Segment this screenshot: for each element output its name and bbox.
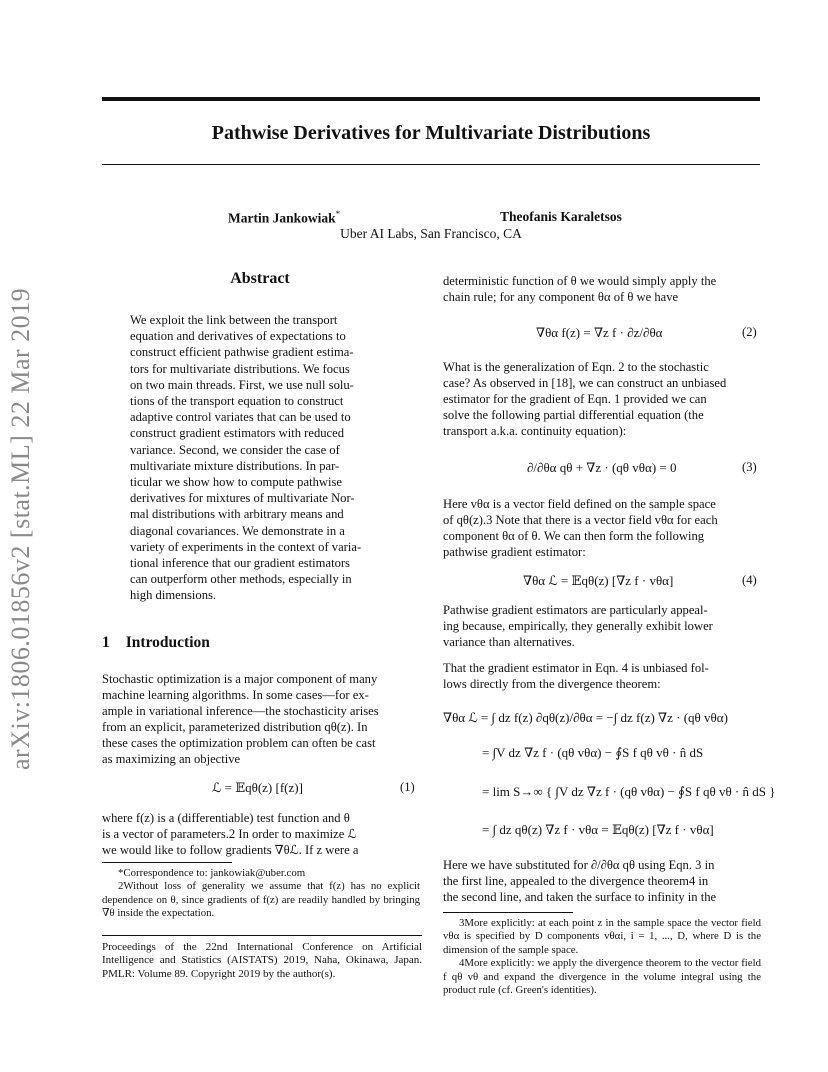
right-line: That the gradient estimator in Eqn. 4 is unbiased fol- xyxy=(443,661,709,675)
abstract-line: We exploit the link between the transport xyxy=(130,313,338,327)
abstract-line: can outperform other methods, especially in xyxy=(130,572,352,587)
footnotes-right xyxy=(443,917,761,997)
right-paragraph-4 xyxy=(443,602,761,650)
intro-line: Stochastic optimization is a major component of many xyxy=(102,672,378,686)
equation-5-line-2: = ∫V dz ∇z f · (qθ vθα) − ∮S f qθ vθ · n̂ dS xyxy=(482,745,704,760)
right-paragraph-1 xyxy=(443,273,761,305)
equation-5-line-3: = lim S→∞ { ∫V dz ∇z f · (qθ vθα) − ∮S f qθ vθ · n̂ dS } xyxy=(482,784,776,799)
right-line: component θα of θ. We can then form the following xyxy=(443,529,705,543)
right-line: lows directly from the divergence theorem: xyxy=(443,677,661,691)
abstract-line: construct gradient estimators with reduced xyxy=(130,426,345,441)
footnote-3: 3More explicitly: at each point z in the sample space the vector field vθα is specified by D components vθαi, i = 1, ..., D, where D is the dimension of the sample space. xyxy=(443,917,761,956)
equation-1-number: (1) xyxy=(400,780,415,794)
abstract-line: diagonal covariances. We demonstrate in a xyxy=(130,523,345,538)
abstract-line: tions of the transport equation to construct xyxy=(130,394,344,409)
arxiv-stamp: arXiv:1806.01856v2 [stat.ML] 22 Mar 2019 xyxy=(6,287,35,770)
abstract-line: variety of experiments in the context of varia- xyxy=(130,539,362,554)
equation-5-line-1: ∇θα ℒ = ∫ dz f(z) ∂qθ(z)/∂θα = −∫ dz f(z) ∇z · (qθ vθα) xyxy=(443,710,728,725)
title-top-rule xyxy=(102,97,760,101)
footnote-4: 4More explicitly: we apply the divergence theorem to the vector field f qθ vθ and expand the divergence in the volume integral using the product rule (cf. Green's identities). xyxy=(443,957,761,997)
section-number: 1 xyxy=(102,634,110,651)
right-paragraph-3 xyxy=(443,496,761,560)
abstract-line: on two main threads. First, we use null solu- xyxy=(130,377,354,392)
abstract-line: derivatives for mixtures of multivariate Nor- xyxy=(130,491,355,506)
right-paragraph-2 xyxy=(443,359,761,439)
abstract-line: tional inference that our gradient estimators xyxy=(130,556,350,571)
intro-paragraph-2 xyxy=(102,810,420,858)
abstract-line: mal distributions with arbitrary means and xyxy=(130,507,344,522)
author-1: Martin Jankowiak* xyxy=(228,209,341,226)
abstract-heading: Abstract xyxy=(230,270,290,287)
title-bottom-rule xyxy=(102,164,760,165)
abstract-line: construct efficient pathwise gradient estima- xyxy=(130,345,354,360)
right-paragraph-6 xyxy=(443,857,761,905)
abstract-line: equation and derivatives of expectations to xyxy=(130,329,346,344)
author-2: Theofanis Karaletsos xyxy=(500,209,622,224)
footnotes-left xyxy=(102,867,420,921)
intro-line: from an explicit, parameterized distribution qθ(z). In xyxy=(102,720,368,734)
intro-line: we would like to follow gradients ∇θℒ. If z were a xyxy=(102,843,359,857)
intro-paragraph xyxy=(102,671,420,767)
intro-line: as maximizing an objective xyxy=(102,752,241,766)
intro-line: these cases the optimization problem can often be cast xyxy=(102,736,376,750)
proceedings-note: Proceedings of the 22nd International Conference on Artificial Intelligence and Statistics (AISTATS) 2019, Naha, Okinawa, Japan. PMLR: Volume 89. Copyright 2019 by the author(s). xyxy=(102,941,422,980)
right-line: What is the generalization of Eqn. 2 to the stochastic xyxy=(443,360,709,374)
right-paragraph-5 xyxy=(443,660,761,692)
equation-3: ∂/∂θα qθ + ∇z · (qθ vθα) = 0 xyxy=(527,460,677,475)
equation-4: ∇θα ℒ = 𝔼qθ(z) [∇z f · vθα] xyxy=(523,573,674,588)
equation-1: ℒ = 𝔼qθ(z) [f(z)] xyxy=(212,780,303,795)
right-line: transport a.k.a. continuity equation): xyxy=(443,424,627,438)
abstract-line: ticular we show how to compute pathwise xyxy=(130,475,342,490)
footnote-rule xyxy=(102,862,232,863)
section-heading xyxy=(102,634,210,652)
equation-5-line-4: = ∫ dz qθ(z) ∇z f · vθα = 𝔼qθ(z) [∇z f · vθα] xyxy=(482,822,714,837)
affiliation: Uber AI Labs, San Francisco, CA xyxy=(340,226,522,241)
abstract-line: variance. Second, we consider the case of xyxy=(130,442,340,457)
equation-3-number: (3) xyxy=(742,460,757,474)
right-line: deterministic function of θ we would simply apply the xyxy=(443,274,717,288)
proceedings-rule xyxy=(102,935,422,936)
right-line: of qθ(z).3 Note that there is a vector field vθα for each xyxy=(443,513,718,527)
intro-line: where f(z) is a (differentiable) test function and θ xyxy=(102,811,350,825)
abstract-line: high dimensions. xyxy=(130,588,217,603)
abstract-line: adaptive control variates that can be used to xyxy=(130,410,351,425)
right-line: Pathwise gradient estimators are particularly appeal- xyxy=(443,603,708,617)
right-line: ing because, empirically, they generally exhibit lower xyxy=(443,619,713,633)
footnote-correspondence: *Correspondence to: jankowiak@uber.com xyxy=(118,867,306,879)
equation-2-number: (2) xyxy=(742,325,757,339)
intro-line: machine learning algorithms. In some cases—for ex- xyxy=(102,688,369,702)
intro-line: is a vector of parameters.2 In order to maximize ℒ xyxy=(102,827,357,841)
right-line: chain rule; for any component θα of θ we have xyxy=(443,290,679,304)
right-line: Here we have substituted for ∂/∂θα qθ using Eqn. 3 in xyxy=(443,858,715,872)
right-line: the second line, and taken the surface to infinity in the xyxy=(443,890,717,904)
right-line: variance than alternatives. xyxy=(443,635,575,649)
intro-line: ample in variational inference—the stochasticity arises xyxy=(102,704,379,718)
right-line: the first line, appealed to the divergence theorem4 in xyxy=(443,874,709,888)
footnote-rule-right xyxy=(443,912,573,913)
paper-title: Pathwise Derivatives for Multivariate Distributions xyxy=(211,122,651,144)
right-line: pathwise gradient estimator: xyxy=(443,545,586,559)
section-title: Introduction xyxy=(125,634,210,651)
right-line: case? As observed in [18], we can construct an unbiased xyxy=(443,376,727,390)
right-line: estimator for the gradient of Eqn. 1 provided we can xyxy=(443,392,707,406)
right-line: solve the following partial differential equation (the xyxy=(443,408,704,422)
equation-4-number: (4) xyxy=(742,573,757,587)
right-line: Here vθα is a vector field defined on the sample space xyxy=(443,497,716,511)
abstract-line: multivariate mixture distributions. In par- xyxy=(130,458,340,473)
footnote-2: 2Without loss of generality we assume that f(z) has no explicit dependence on θ, since gradients of f(z) are readily handled by bringing ∇θ inside the expectation. xyxy=(102,880,420,920)
abstract-line: tors for multivariate distributions. We focus xyxy=(130,361,350,376)
equation-2: ∇θα f(z) = ∇z f · ∂z/∂θα xyxy=(536,325,663,340)
abstract-body xyxy=(130,312,393,604)
